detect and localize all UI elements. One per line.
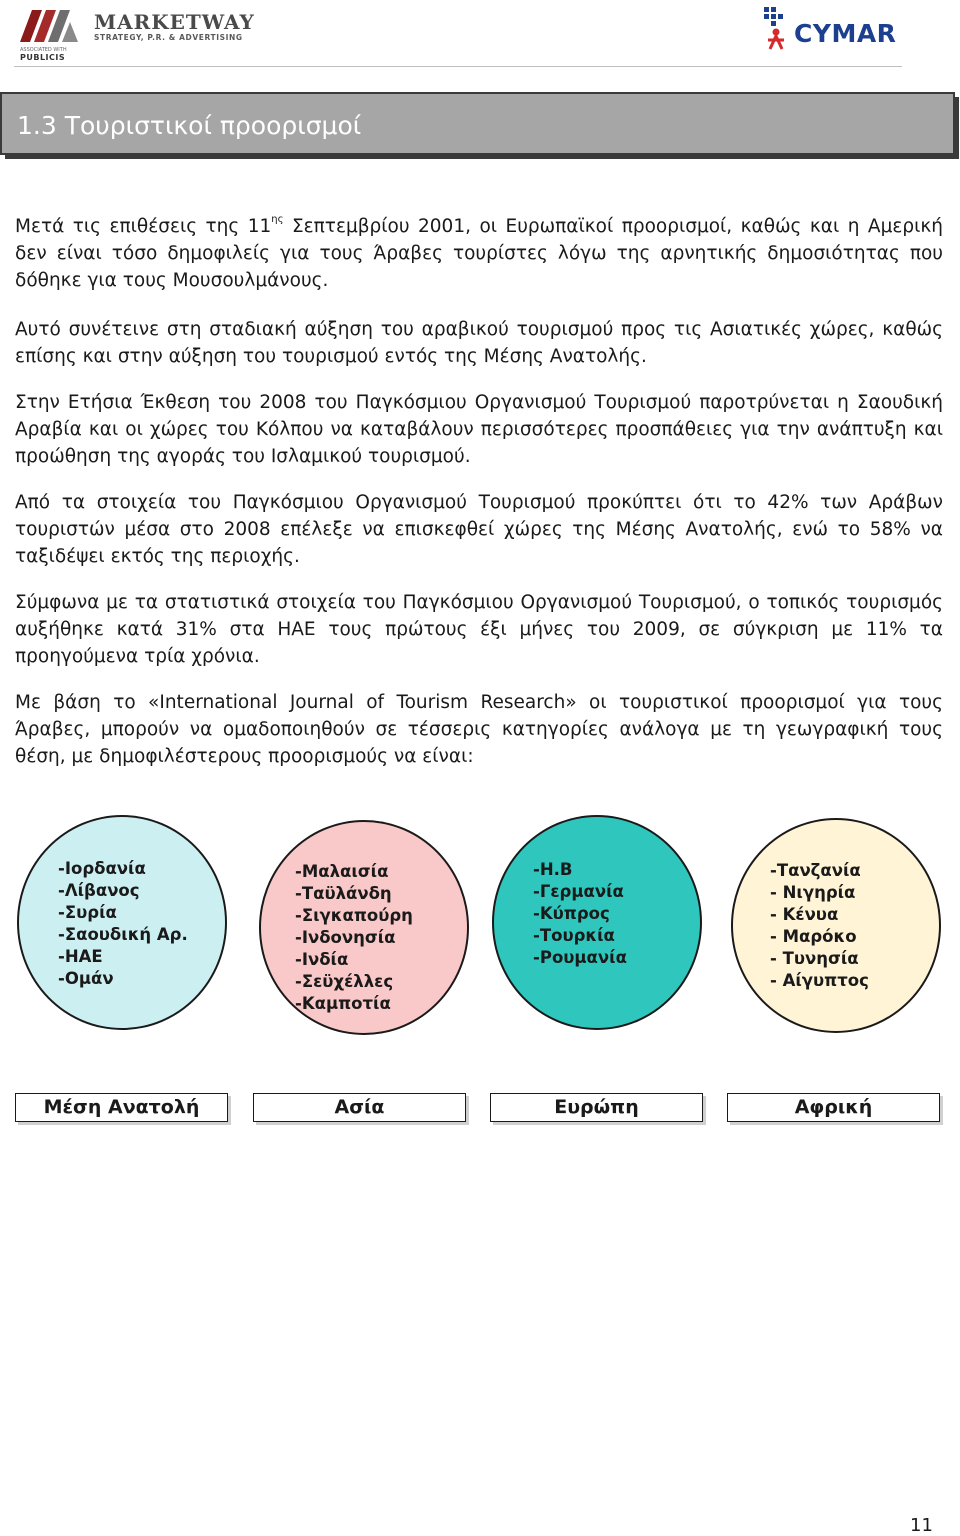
region-label-europe: Ευρώπη xyxy=(490,1093,703,1122)
cymar-logo-mark-icon xyxy=(760,5,796,51)
europe-list xyxy=(533,859,627,969)
marketway-logo-name: MARKETWAY xyxy=(94,10,255,34)
list-item: -Ρουμανία xyxy=(533,948,627,967)
list-item: -Κύπρος xyxy=(533,904,610,923)
list-item: -Σεϋχέλλες xyxy=(295,972,394,991)
paragraph-1-start: Μετά τις επιθέσεις της 11 xyxy=(15,216,272,237)
list-item: -Η.Β xyxy=(533,860,573,879)
list-item: - Αίγυπτος xyxy=(770,971,869,990)
paragraph-1 xyxy=(15,213,943,294)
page-header xyxy=(0,0,960,70)
publicis-text: PUBLICIS xyxy=(20,53,66,62)
middle-east-list xyxy=(58,858,188,990)
list-item: -ΗΑΕ xyxy=(58,947,103,966)
list-item: -Ταϋλάνδη xyxy=(295,884,392,903)
cymar-logo xyxy=(760,5,900,55)
header-divider xyxy=(14,66,902,67)
marketway-logo xyxy=(18,6,258,62)
list-item: -Τανζανία xyxy=(770,861,861,880)
section-title: 1.3 Τουριστικοί προορισμοί xyxy=(17,111,362,140)
paragraph-1-rest: Σεπτεμβρίου 2001, οι Ευρωπαϊκοί προορισμοί, καθώς και η Αμερική δεν είναι τόσο δημοφιλείς για τους Άραβες τουρίστες λόγω της αρνητικής δημοσιότητας που δόθηκε για τους Μουσουλμάνους. xyxy=(15,216,943,291)
asia-list xyxy=(295,861,413,1015)
list-item: - Κένυα xyxy=(770,905,839,924)
list-item: -Καμποτία xyxy=(295,994,391,1013)
list-item: -Συρία xyxy=(58,903,117,922)
list-item: - Τυνησία xyxy=(770,949,859,968)
region-label-asia: Ασία xyxy=(253,1093,466,1122)
section-title-bar xyxy=(0,92,955,155)
paragraph-5: Σύμφωνα με τα στατιστικά στοιχεία του Παγκόσμιου Οργανισμού Τουρισμού, ο τοπικός τουρισμός αυξήθηκε κατά 31% στα ΗΑΕ τους πρώτους έξι μήνες του 2009, σε σύγκριση με 11% τα προηγούμενα τρία χρόνια. xyxy=(15,592,943,667)
marketway-assoc-text: ASSOCIATED WITH xyxy=(20,47,67,53)
paragraph-2: Αυτό συνέτεινε στη σταδιακή αύξηση του αραβικού τουρισμού προς τις Ασιατικές χώρες, καθώς επίσης και στην αύξηση του τουρισμού εντός της Μέσης Ανατολής. xyxy=(15,319,943,367)
africa-list xyxy=(770,860,869,992)
page-number: 11 xyxy=(910,1515,933,1536)
paragraph-6: Με βάση το «International Journal of Tourism Research» οι τουριστικοί προορισμοί για τους Άραβες, μπορούν να ομαδοποιηθούν σε τέσσερις κατηγορίες ανάλογα με τη γεωγραφική τους θέση, με δημοφιλέστερους προορισμούς να είναι: xyxy=(15,692,943,767)
list-item: -Ινδονησία xyxy=(295,928,396,947)
region-label-africa: Αφρική xyxy=(727,1093,940,1122)
paragraph-4: Από τα στοιχεία του Παγκόσμιου Οργανισμού Τουρισμού προκύπτει ότι το 42% των Αράβων τουριστών μέσα στο 2008 επέλεξε να επισκεφθεί χώρες της Μέσης Ανατολής, ενώ το 58% να ταξιδέψει εκτός της περιοχής. xyxy=(15,492,943,567)
list-item: -Ινδία xyxy=(295,950,349,969)
list-item: -Σιγκαπούρη xyxy=(295,906,413,925)
marketway-logo-mark-icon xyxy=(18,6,80,44)
list-item: - Νιγηρία xyxy=(770,883,856,902)
list-item: -Ομάν xyxy=(58,969,114,988)
list-item: -Λίβανος xyxy=(58,881,140,900)
cymar-logo-name: CYMAR xyxy=(794,19,897,48)
paragraph-3: Στην Ετήσια Έκθεση του 2008 του Παγκόσμιου Οργανισμού Τουρισμού παροτρύνεται η Σαουδική Αραβία και οι χώρες του Κόλπου να καταβάλουν περισσότερες προσπάθειες για την ανάπτυξη και προώθηση της αγοράς του Ισλαμικού τουρισμού. xyxy=(15,392,943,467)
list-item: -Μαλαισία xyxy=(295,862,389,881)
list-item: -Ιορδανία xyxy=(58,859,146,878)
list-item: - Μαρόκο xyxy=(770,927,857,946)
list-item: -Τουρκία xyxy=(533,926,615,945)
paragraph-1-superscript: ης xyxy=(271,213,284,225)
list-item: -Σαουδική Αρ. xyxy=(58,925,188,944)
region-label-middle-east: Μέση Ανατολή xyxy=(15,1093,228,1122)
list-item: -Γερμανία xyxy=(533,882,624,901)
marketway-logo-tagline: STRATEGY, P.R. & ADVERTISING xyxy=(94,33,243,42)
